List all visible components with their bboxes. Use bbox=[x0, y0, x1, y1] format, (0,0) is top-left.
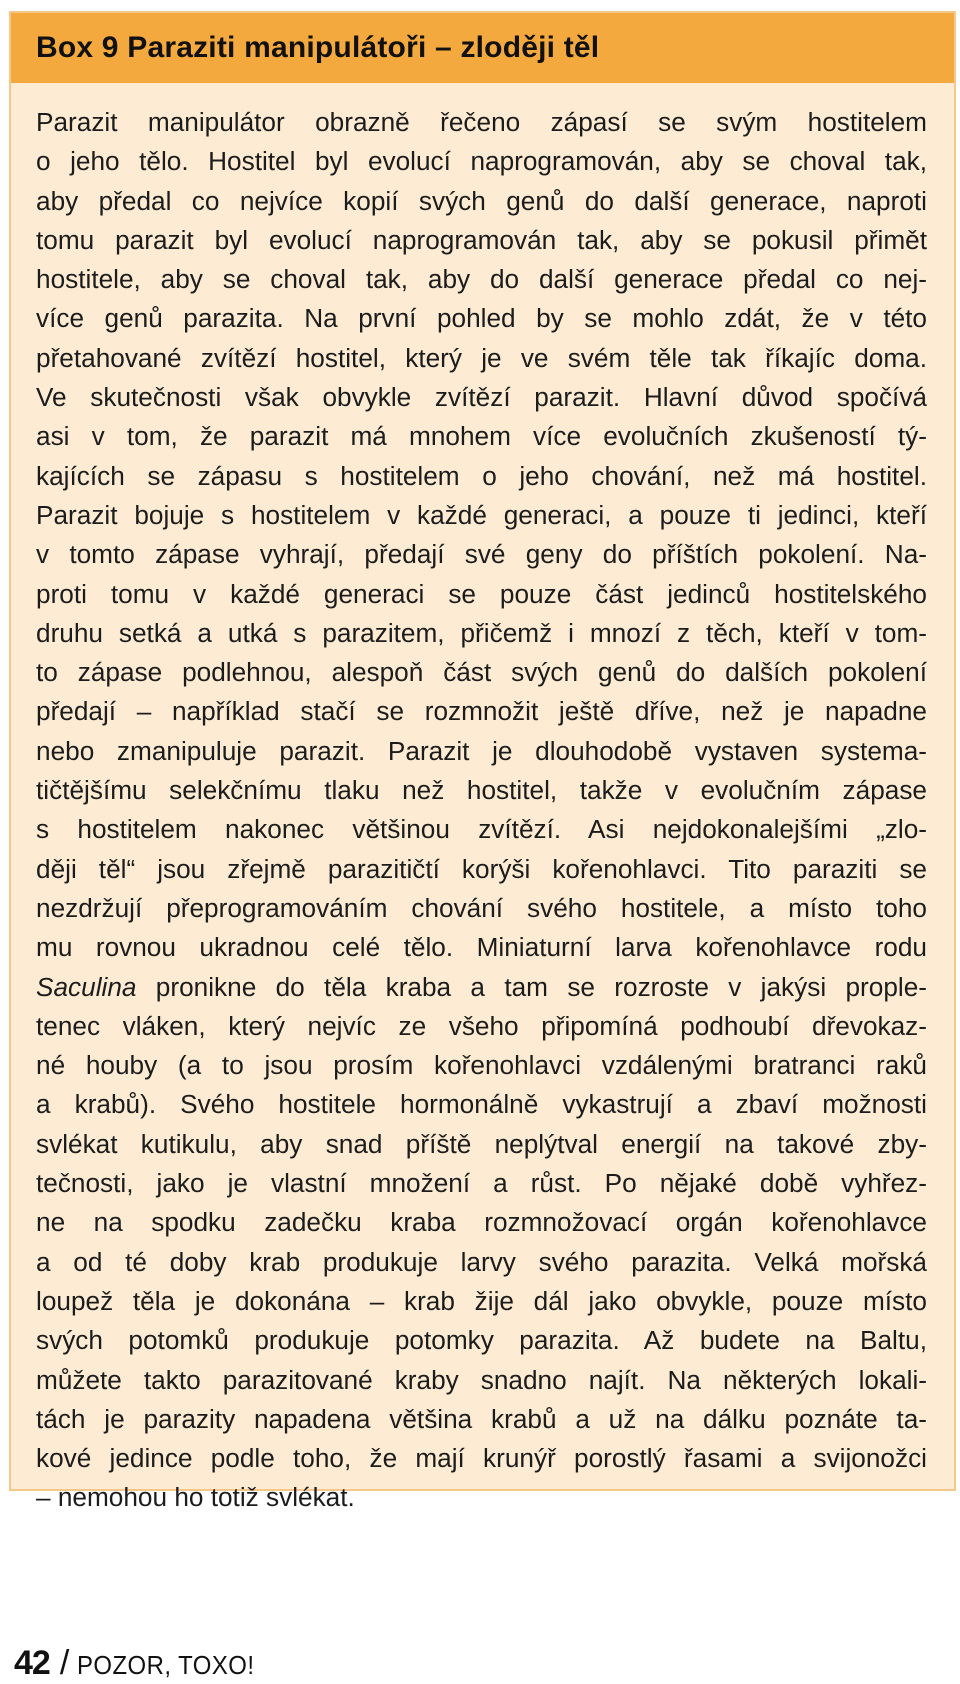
text-line-saculina bbox=[36, 968, 927, 1007]
text-line: Ve skutečnosti však obvykle zvítězí parazit. Hlavní důvod spočívá bbox=[36, 382, 927, 413]
text-line: tenec vláken, který nejvíc ze všeho připomíná podhoubí dřevokaz- bbox=[36, 1010, 927, 1041]
text-line: tečnosti, jako je vlastní množení a růst. Po nějaké době vyhřez- bbox=[36, 1168, 927, 1199]
text-line: přetahované zvítězí hostitel, který je ve svém těle tak říkajíc doma. bbox=[36, 342, 927, 373]
text-line: druhu setká a utká s parazitem, přičemž i mnozí z těch, kteří v tom- bbox=[36, 617, 927, 648]
text-line: o jeho tělo. Hostitel byl evolucí naprogramován, aby se choval tak, bbox=[36, 146, 927, 177]
text-line: s hostitelem nakonec většinou zvítězí. Asi nejdokonalejšími „zlo- bbox=[36, 814, 927, 845]
text-line: hostitele, aby se choval tak, aby do další generace předal co nej- bbox=[36, 264, 927, 295]
text-line: více genů parazita. Na první pohled by se mohlo zdát, že v této bbox=[36, 303, 927, 334]
box-9 bbox=[9, 11, 956, 1513]
page-number: 42 bbox=[14, 1644, 50, 1682]
text-line-rest: pronikne do těla kraba a tam se rozroste v jakýsi prople- bbox=[136, 971, 927, 1002]
text-line: kajících se zápasu s hostitelem o jeho chování, než má hostitel. bbox=[36, 460, 927, 491]
text-line-last: – nemohou ho totiž svlékat. bbox=[36, 1482, 355, 1513]
text-line: svých potomků produkuje potomky parazita. Až budete na Baltu, bbox=[36, 1325, 927, 1356]
text-line: tách je parazity napadena většina krabů a už na dálku poznáte ta- bbox=[36, 1403, 927, 1434]
text-line: né houby (a to jsou prosím kořenohlavci vzdálenými bratranci raků bbox=[36, 1050, 927, 1081]
text-line: nezdržují přeprogramováním chování svého hostitele, a místo toho bbox=[36, 892, 927, 923]
footer-separator: / bbox=[59, 1644, 70, 1682]
text-line: můžete takto parazitované kraby snadno najít. Na některých lokali- bbox=[36, 1364, 927, 1395]
text-line: kové jedince podle toho, že mají krunýř porostlý řasami a svijonožci bbox=[36, 1443, 927, 1474]
text-line: svlékat kutikulu, aby snad příště neplýtval energií na takové zby- bbox=[36, 1128, 927, 1159]
page-footer bbox=[14, 1644, 270, 1683]
box-body-text bbox=[11, 83, 954, 1518]
box-title: Box 9 Paraziti manipulátoři – zloději těl bbox=[36, 31, 600, 64]
text-line: a krabů). Svého hostitele hormonálně vykastrují a zbaví možnosti bbox=[36, 1089, 927, 1120]
text-line: ne na spodku zadečku kraba rozmnožovací orgán kořenohlavce bbox=[36, 1207, 927, 1238]
publication-title: POZOR, TOXO! bbox=[77, 1650, 255, 1680]
text-line: předají – například stačí se rozmnožit ještě dříve, než je napadne bbox=[36, 696, 927, 727]
text-line: Parazit bojuje s hostitelem v každé generaci, a pouze ti jedinci, kteří bbox=[36, 499, 927, 530]
text-line: proti tomu v každé generaci se pouze část jedinců hostitelského bbox=[36, 578, 927, 609]
text-line: tomu parazit byl evolucí naprogramován tak, aby se pokusil přimět bbox=[36, 224, 927, 255]
text-line: nebo zmanipuluje parazit. Parazit je dlouhodobě vystaven systema- bbox=[36, 735, 927, 766]
text-line: mu rovnou ukradnou celé tělo. Miniaturní larva kořenohlavce rodu bbox=[36, 932, 927, 963]
box-header bbox=[11, 13, 954, 83]
text-line: asi v tom, že parazit má mnohem více evolučních zkušeností tý- bbox=[36, 421, 927, 452]
text-line: loupež těla je dokonána – krab žije dál jako obvykle, pouze místo bbox=[36, 1285, 927, 1316]
text-line: a od té doby krab produkuje larvy svého parazita. Velká mořská bbox=[36, 1246, 927, 1277]
text-line: tičtějšímu selekčnímu tlaku než hostitel, takže v evolučním zápase bbox=[36, 775, 927, 806]
text-line: ději těl“ jsou zřejmě parazitičtí korýši kořenohlavci. Tito paraziti se bbox=[36, 853, 927, 884]
text-line: aby předal co nejvíce kopií svých genů do další generace, naproti bbox=[36, 185, 927, 216]
text-line: v tomto zápase vyhrají, předají své geny do příštích pokolení. Na- bbox=[36, 539, 927, 570]
genus-name-saculina: Saculina bbox=[36, 971, 137, 1002]
text-line: to zápase podlehnou, alespoň část svých genů do dalších pokolení bbox=[36, 657, 927, 688]
text-line: Parazit manipulátor obrazně řečeno zápasí se svým hostitelem bbox=[36, 107, 927, 137]
